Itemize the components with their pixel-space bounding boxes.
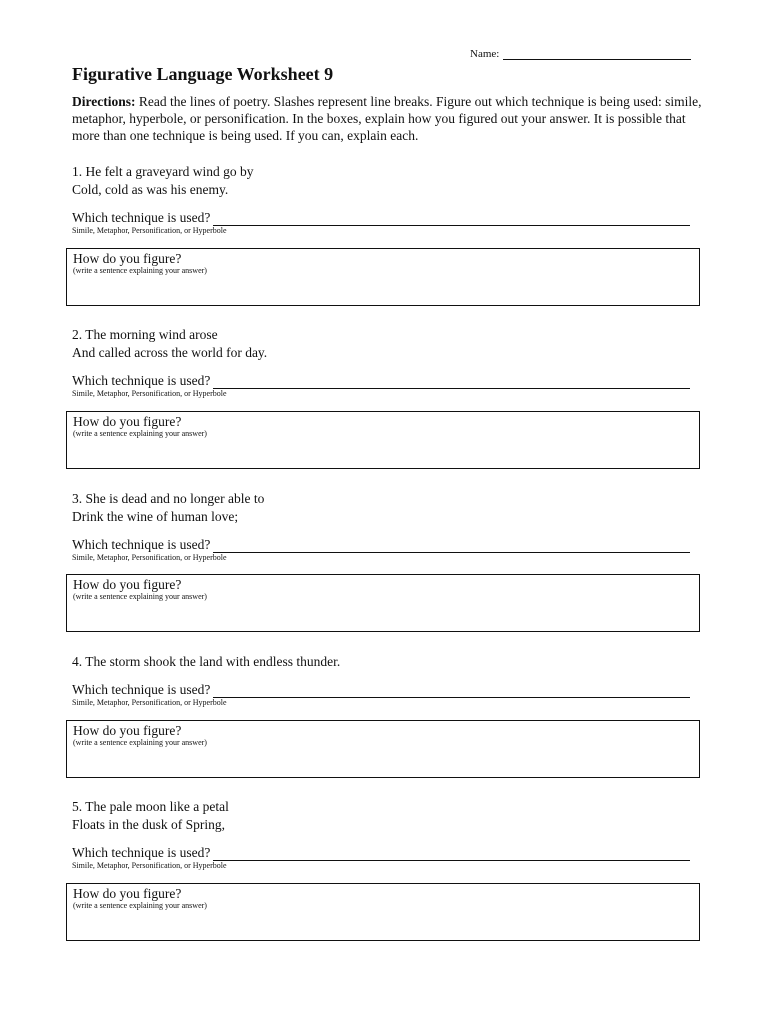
- explanation-label: How do you figure?: [73, 414, 182, 429]
- question-5: [72, 798, 704, 910]
- technique-answer-line[interactable]: [213, 376, 690, 389]
- explanation-hint: (write a sentence explaining your answer): [73, 266, 207, 275]
- poem-line-2: Floats in the dusk of Spring,: [72, 817, 226, 832]
- poem-line-2: Cold, cold as was his enemy.: [72, 182, 229, 197]
- explanation-box[interactable]: [66, 574, 700, 632]
- directions-text: Read the lines of poetry. Slashes represent line breaks. Figure out which technique is being used: simile, metaphor, hyperbole, or personification. In the boxes, explain how you figured out your answer. It is possible that more than one technique is being used. If you can, explain each.: [72, 94, 702, 143]
- technique-options: Simile, Metaphor, Personification, or Hyperbole: [72, 226, 227, 235]
- poem-lines: [72, 326, 704, 362]
- directions-label: Directions:: [72, 94, 136, 109]
- explanation-label: How do you figure?: [73, 577, 182, 592]
- poem-line-2: Drink the wine of human love;: [72, 509, 239, 524]
- explanation-box[interactable]: [66, 883, 700, 941]
- poem-lines: [72, 163, 704, 199]
- poem-line-1: 5. The pale moon like a petal: [72, 799, 229, 814]
- technique-answer[interactable]: [72, 845, 690, 861]
- explanation-label: How do you figure?: [73, 251, 182, 266]
- technique-answer[interactable]: [72, 537, 690, 553]
- technique-answer[interactable]: [72, 210, 690, 226]
- technique-answer-line[interactable]: [213, 540, 690, 553]
- technique-label: Which technique is used?: [72, 210, 211, 225]
- technique-label: Which technique is used?: [72, 373, 211, 388]
- poem-lines: [72, 653, 704, 671]
- technique-answer[interactable]: [72, 682, 690, 698]
- explanation-box[interactable]: [66, 248, 700, 306]
- technique-label: Which technique is used?: [72, 682, 211, 697]
- poem-lines: [72, 798, 704, 834]
- question-2: [72, 326, 704, 438]
- page-title: Figurative Language Worksheet 9: [72, 64, 334, 84]
- poem-line-2: And called across the world for day.: [72, 345, 268, 360]
- explanation-hint: (write a sentence explaining your answer): [73, 429, 207, 438]
- technique-options: Simile, Metaphor, Personification, or Hyperbole: [72, 861, 227, 870]
- technique-label: Which technique is used?: [72, 845, 211, 860]
- technique-answer-line[interactable]: [213, 213, 690, 226]
- explanation-hint: (write a sentence explaining your answer): [73, 738, 207, 747]
- poem-line-1: 2. The morning wind arose: [72, 327, 218, 342]
- question-1: [72, 163, 704, 275]
- name-input-line[interactable]: [503, 47, 691, 60]
- question-3: [72, 490, 704, 601]
- directions: [72, 93, 712, 144]
- technique-label: Which technique is used?: [72, 537, 211, 552]
- poem-line-1: 1. He felt a graveyard wind go by: [72, 164, 254, 179]
- poem-line-1: 3. She is dead and no longer able to: [72, 491, 265, 506]
- explanation-label: How do you figure?: [73, 723, 182, 738]
- explanation-label: How do you figure?: [73, 886, 182, 901]
- technique-answer-line[interactable]: [213, 685, 690, 698]
- technique-options: Simile, Metaphor, Personification, or Hyperbole: [72, 553, 227, 562]
- technique-answer[interactable]: [72, 373, 690, 389]
- technique-answer-line[interactable]: [213, 848, 690, 861]
- poem-lines: [72, 490, 704, 526]
- explanation-box[interactable]: [66, 411, 700, 469]
- technique-options: Simile, Metaphor, Personification, or Hyperbole: [72, 698, 227, 707]
- explanation-box[interactable]: [66, 720, 700, 778]
- explanation-hint: (write a sentence explaining your answer): [73, 901, 207, 910]
- name-field[interactable]: [470, 47, 691, 60]
- question-4: [72, 653, 704, 747]
- technique-options: Simile, Metaphor, Personification, or Hyperbole: [72, 389, 227, 398]
- name-label: Name:: [470, 48, 500, 60]
- explanation-hint: (write a sentence explaining your answer): [73, 592, 207, 601]
- poem-line-1: 4. The storm shook the land with endless thunder.: [72, 654, 341, 669]
